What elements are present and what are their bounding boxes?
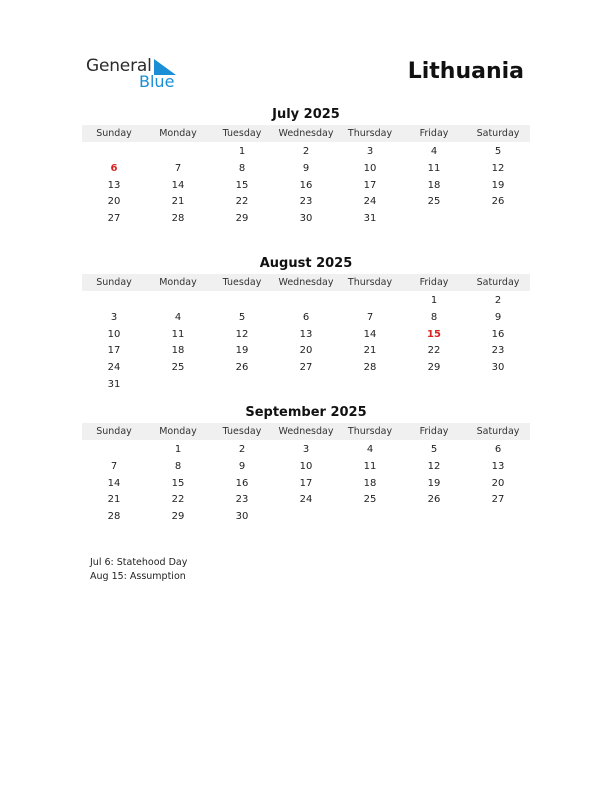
day-cell: 8 xyxy=(238,162,246,174)
day-cell: 20 xyxy=(299,345,313,357)
day-cell: 13 xyxy=(299,328,313,340)
day-cell: 31 xyxy=(107,378,121,390)
day-cell: 5 xyxy=(494,146,502,157)
day-cell: 2 xyxy=(238,444,246,455)
weekday-label: Friday xyxy=(419,277,449,288)
day-cell: 1 xyxy=(430,295,438,306)
day-cell: 13 xyxy=(107,179,121,191)
day-cell: 2 xyxy=(494,295,502,306)
day-cell: 8 xyxy=(430,311,438,323)
day-cell: 18 xyxy=(171,345,185,357)
weekday-label: Saturday xyxy=(476,426,520,437)
day-cell: 3 xyxy=(366,146,374,157)
day-cell: 7 xyxy=(366,311,374,323)
day-cell: 21 xyxy=(363,345,377,357)
day-cell: 26 xyxy=(491,196,505,208)
day-cell: 25 xyxy=(363,494,377,506)
day-cell: 9 xyxy=(238,460,246,472)
day-cell: 20 xyxy=(491,477,505,489)
day-cell: 4 xyxy=(430,146,438,157)
day-cell: 25 xyxy=(427,196,441,208)
day-cell: 17 xyxy=(363,179,377,191)
day-cell: 4 xyxy=(174,311,182,323)
day-cell: 16 xyxy=(235,477,249,489)
day-cell: 11 xyxy=(363,460,377,472)
empty-cell xyxy=(146,293,210,310)
weekday-label: Thursday xyxy=(347,277,393,288)
day-cell: 14 xyxy=(171,179,185,191)
day-cell: 17 xyxy=(299,477,313,489)
day-cell: 22 xyxy=(235,196,249,208)
day-cell: 15 xyxy=(171,477,185,489)
holiday-day-cell: 15 xyxy=(427,328,441,340)
weekday-label: Wednesday xyxy=(278,426,334,437)
day-cell: 21 xyxy=(107,494,121,506)
day-cell: 9 xyxy=(494,311,502,323)
day-cell: 27 xyxy=(107,213,121,225)
weekday-label: Saturday xyxy=(476,128,520,139)
day-cell: 28 xyxy=(171,213,185,225)
day-cell: 16 xyxy=(491,328,505,340)
day-grid xyxy=(82,293,530,394)
day-cell: 1 xyxy=(238,146,246,157)
weekday-label: Sunday xyxy=(96,277,132,288)
day-cell: 19 xyxy=(235,345,249,357)
day-cell: 5 xyxy=(430,444,438,455)
weekday-header xyxy=(82,125,530,142)
empty-cell xyxy=(146,144,210,161)
day-cell: 17 xyxy=(107,345,121,357)
day-cell: 24 xyxy=(363,196,377,208)
day-cell: 10 xyxy=(363,162,377,174)
day-cell: 29 xyxy=(427,362,441,374)
day-cell: 22 xyxy=(427,345,441,357)
empty-cell xyxy=(274,293,338,310)
day-cell: 6 xyxy=(302,311,310,323)
day-cell: 24 xyxy=(107,362,121,374)
day-cell: 23 xyxy=(299,196,313,208)
day-cell: 6 xyxy=(494,444,502,455)
day-cell: 11 xyxy=(171,328,185,340)
day-cell: 14 xyxy=(363,328,377,340)
empty-cell xyxy=(210,293,274,310)
day-cell: 10 xyxy=(299,460,313,472)
month-title: September 2025 xyxy=(245,405,367,420)
holiday-note: Jul 6: Statehood Day xyxy=(90,557,188,568)
day-cell: 26 xyxy=(427,494,441,506)
weekday-label: Monday xyxy=(159,128,197,139)
holiday-notes xyxy=(90,556,187,584)
day-cell: 12 xyxy=(427,460,441,472)
day-cell: 11 xyxy=(427,162,441,174)
day-cell: 7 xyxy=(110,460,118,472)
day-cell: 25 xyxy=(171,362,185,374)
empty-cell xyxy=(338,293,402,310)
weekday-label: Friday xyxy=(419,426,449,437)
day-cell: 19 xyxy=(491,179,505,191)
holiday-note: Aug 15: Assumption xyxy=(90,571,186,582)
weekday-label: Friday xyxy=(419,128,449,139)
logo-word-blue: Blue xyxy=(139,72,175,91)
month-title: August 2025 xyxy=(259,256,353,271)
day-cell: 3 xyxy=(302,444,310,455)
day-cell: 10 xyxy=(107,328,121,340)
weekday-label: Wednesday xyxy=(278,277,334,288)
weekday-label: Tuesday xyxy=(222,277,262,288)
day-cell: 2 xyxy=(302,146,310,157)
month-title: July 2025 xyxy=(272,107,340,122)
empty-cell xyxy=(82,144,146,161)
day-cell: 1 xyxy=(174,444,182,455)
day-cell: 23 xyxy=(235,494,249,506)
day-cell: 7 xyxy=(174,162,182,174)
weekday-header xyxy=(82,274,530,291)
day-cell: 30 xyxy=(235,511,249,523)
day-cell: 22 xyxy=(171,494,185,506)
weekday-label: Monday xyxy=(159,426,197,437)
day-cell: 29 xyxy=(171,511,185,523)
day-cell: 24 xyxy=(299,494,313,506)
day-cell: 30 xyxy=(491,362,505,374)
day-cell: 12 xyxy=(491,162,505,174)
day-cell: 4 xyxy=(366,444,374,455)
logo-word-general: General xyxy=(86,56,152,76)
month-september xyxy=(82,404,530,526)
day-cell: 29 xyxy=(235,213,249,225)
day-cell: 31 xyxy=(363,213,377,225)
day-grid xyxy=(82,144,530,228)
weekday-header xyxy=(82,423,530,440)
weekday-label: Sunday xyxy=(96,426,132,437)
day-cell: 14 xyxy=(107,477,121,489)
weekday-label: Tuesday xyxy=(222,128,262,139)
day-cell: 9 xyxy=(302,162,310,174)
weekday-label: Tuesday xyxy=(222,426,262,437)
empty-cell xyxy=(82,293,146,310)
day-cell: 28 xyxy=(363,362,377,374)
month-july xyxy=(82,106,530,228)
day-cell: 27 xyxy=(491,494,505,506)
day-cell: 20 xyxy=(107,196,121,208)
weekday-label: Sunday xyxy=(96,128,132,139)
day-cell: 16 xyxy=(299,179,313,191)
month-august xyxy=(82,255,530,394)
day-cell: 23 xyxy=(491,345,505,357)
holiday-day-cell: 6 xyxy=(110,162,118,174)
empty-cell xyxy=(82,442,146,459)
generalblue-logo xyxy=(86,56,186,96)
day-cell: 19 xyxy=(427,477,441,489)
weekday-label: Thursday xyxy=(347,128,393,139)
day-cell: 12 xyxy=(235,328,249,340)
day-cell: 18 xyxy=(363,477,377,489)
day-cell: 13 xyxy=(491,460,505,472)
weekday-label: Saturday xyxy=(476,277,520,288)
country-title: Lithuania xyxy=(407,59,524,84)
day-cell: 27 xyxy=(299,362,313,374)
day-cell: 28 xyxy=(107,511,121,523)
day-cell: 18 xyxy=(427,179,441,191)
day-cell: 8 xyxy=(174,460,182,472)
weekday-label: Wednesday xyxy=(278,128,334,139)
weekday-label: Thursday xyxy=(347,426,393,437)
weekday-label: Monday xyxy=(159,277,197,288)
day-cell: 3 xyxy=(110,311,118,323)
day-cell: 21 xyxy=(171,196,185,208)
day-cell: 5 xyxy=(238,311,246,323)
day-cell: 15 xyxy=(235,179,249,191)
day-cell: 30 xyxy=(299,213,313,225)
day-cell: 26 xyxy=(235,362,249,374)
day-grid xyxy=(82,442,530,526)
